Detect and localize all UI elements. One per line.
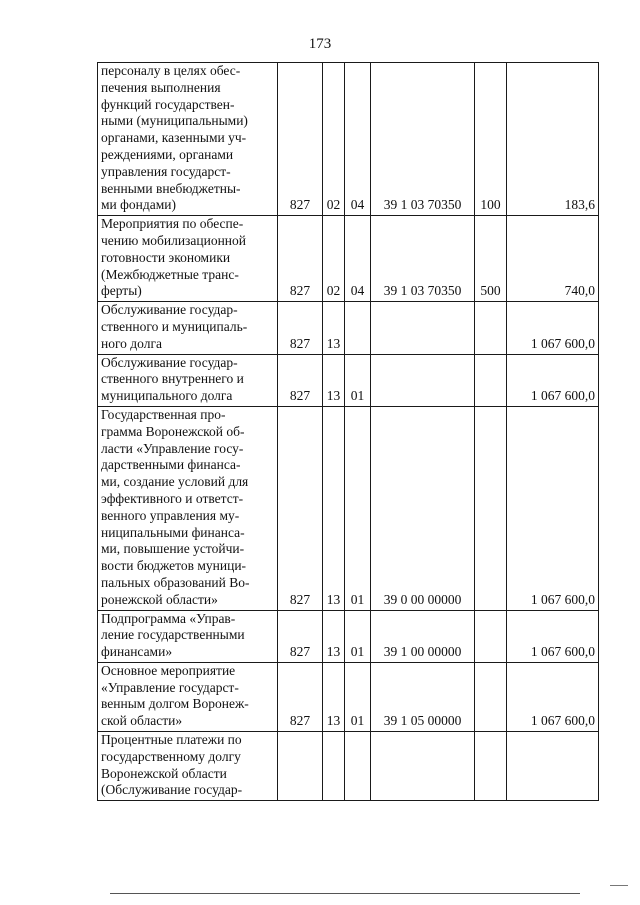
amount-cell: 1 067 600,0 bbox=[507, 610, 599, 662]
subsection-code-cell: 01 bbox=[345, 406, 371, 610]
amount-cell: 1 067 600,0 bbox=[507, 354, 599, 406]
expense-name-line: эффективного и ответст- bbox=[101, 490, 244, 506]
expense-name-line: готовности экономики bbox=[101, 249, 231, 265]
expense-name-cell bbox=[98, 610, 278, 662]
target-article-cell: 39 1 03 70350 bbox=[371, 216, 475, 302]
expense-type-cell bbox=[475, 302, 507, 354]
table-row bbox=[98, 216, 599, 302]
ministry-code-cell: 827 bbox=[278, 662, 323, 731]
expense-name-line: вости бюджетов муници- bbox=[101, 558, 247, 574]
expense-type-cell: 100 bbox=[475, 63, 507, 216]
expense-name-line: ного долга bbox=[101, 335, 163, 351]
expense-name-line: ственного внутреннего и bbox=[101, 371, 244, 387]
target-article-cell: 39 1 00 00000 bbox=[371, 610, 475, 662]
amount-cell: 1 067 600,0 bbox=[507, 406, 599, 610]
target-article-cell: 39 1 05 00000 bbox=[371, 662, 475, 731]
expense-name-line: государственному долгу bbox=[101, 748, 241, 764]
subsection-code-cell: 04 bbox=[345, 216, 371, 302]
subsection-code-cell: 01 bbox=[345, 354, 371, 406]
expense-name-line: ронежской области» bbox=[101, 591, 218, 607]
target-article-cell bbox=[371, 302, 475, 354]
expense-name-line: ской области» bbox=[101, 713, 183, 729]
section-code-cell: 13 bbox=[323, 406, 345, 610]
scan-mark bbox=[610, 885, 628, 886]
expense-name-line: (Обслуживание государ- bbox=[101, 782, 243, 798]
amount-cell bbox=[507, 732, 599, 801]
section-code-cell bbox=[323, 732, 345, 801]
expense-name-line: дарственными финанса- bbox=[101, 457, 241, 473]
expense-name-cell bbox=[98, 406, 278, 610]
subsection-code-cell: 04 bbox=[345, 63, 371, 216]
budget-table bbox=[97, 62, 599, 801]
expense-name-line: Подпрограмма «Управ- bbox=[101, 610, 236, 626]
ministry-code-cell: 827 bbox=[278, 406, 323, 610]
ministry-code-cell: 827 bbox=[278, 216, 323, 302]
section-code-cell: 02 bbox=[323, 63, 345, 216]
expense-name-line: ферты) bbox=[101, 283, 142, 299]
expense-name-line: муниципального долга bbox=[101, 388, 233, 404]
table-row bbox=[98, 354, 599, 406]
expense-type-cell bbox=[475, 610, 507, 662]
amount-cell: 1 067 600,0 bbox=[507, 302, 599, 354]
ministry-code-cell: 827 bbox=[278, 610, 323, 662]
expense-name-line: Обслуживание государ- bbox=[101, 302, 238, 318]
table-row bbox=[98, 662, 599, 731]
expense-name-cell bbox=[98, 216, 278, 302]
table-row bbox=[98, 302, 599, 354]
expense-name-line: Обслуживание государ- bbox=[101, 354, 238, 370]
expense-name-line: функций государствен- bbox=[101, 96, 235, 112]
expense-name-line: грамма Воронежской об- bbox=[101, 423, 245, 439]
expense-name-line: венными внебюджетны- bbox=[101, 180, 241, 196]
expense-name-line: Мероприятия по обеспе- bbox=[101, 216, 244, 232]
expense-name-line: Основное мероприятие bbox=[101, 662, 236, 678]
subsection-code-cell bbox=[345, 732, 371, 801]
expense-name-line: ственного и муниципаль- bbox=[101, 318, 248, 334]
table-row bbox=[98, 63, 599, 216]
table-row bbox=[98, 732, 599, 801]
subsection-code-cell: 01 bbox=[345, 610, 371, 662]
expense-type-cell bbox=[475, 354, 507, 406]
expense-name-line: «Управление государст- bbox=[101, 679, 239, 695]
section-code-cell: 13 bbox=[323, 610, 345, 662]
expense-type-cell: 500 bbox=[475, 216, 507, 302]
expense-name-line: (Межбюджетные транс- bbox=[101, 266, 239, 282]
expense-name-line: органами, казенными уч- bbox=[101, 130, 247, 146]
expense-type-cell bbox=[475, 406, 507, 610]
expense-name-cell bbox=[98, 662, 278, 731]
target-article-cell bbox=[371, 732, 475, 801]
ministry-code-cell bbox=[278, 732, 323, 801]
expense-name-line: чению мобилизационной bbox=[101, 232, 246, 248]
expense-name-cell bbox=[98, 302, 278, 354]
expense-name-line: печения выполнения bbox=[101, 79, 221, 95]
expense-name-line: ление государственными bbox=[101, 627, 245, 643]
target-article-cell bbox=[371, 354, 475, 406]
expense-name-line: управления государст- bbox=[101, 163, 231, 179]
expense-name-line: ниципальными финанса- bbox=[101, 524, 245, 540]
target-article-cell: 39 0 00 00000 bbox=[371, 406, 475, 610]
ministry-code-cell: 827 bbox=[278, 354, 323, 406]
expense-name-line: венным долгом Воронеж- bbox=[101, 696, 249, 712]
expense-name-line: ласти «Управление госу- bbox=[101, 440, 244, 456]
section-code-cell: 02 bbox=[323, 216, 345, 302]
table-row bbox=[98, 610, 599, 662]
expense-name-line: Государственная про- bbox=[101, 406, 226, 422]
expense-name-line: персоналу в целях обес- bbox=[101, 63, 241, 78]
expense-name-cell bbox=[98, 354, 278, 406]
expense-name-line: ми, повышение устойчи- bbox=[101, 541, 245, 557]
expense-name-line: венного управления му- bbox=[101, 507, 240, 523]
section-code-cell: 13 bbox=[323, 302, 345, 354]
expense-name-cell bbox=[98, 732, 278, 801]
expense-name-line: ми, создание условий для bbox=[101, 474, 249, 490]
section-code-cell: 13 bbox=[323, 354, 345, 406]
expense-name-line: ными (муниципальными) bbox=[101, 113, 248, 129]
ministry-code-cell: 827 bbox=[278, 63, 323, 216]
expense-name-cell bbox=[98, 63, 278, 216]
page-bottom-rule bbox=[110, 893, 580, 894]
ministry-code-cell: 827 bbox=[278, 302, 323, 354]
expense-name-line: ми фондами) bbox=[101, 197, 176, 213]
page-number: 173 bbox=[308, 36, 332, 52]
expense-name-line: финансами» bbox=[101, 644, 173, 660]
expense-name-line: реждениями, органами bbox=[101, 146, 234, 162]
expense-name-line: Процентные платежи по bbox=[101, 732, 242, 748]
subsection-code-cell bbox=[345, 302, 371, 354]
subsection-code-cell: 01 bbox=[345, 662, 371, 731]
expense-name-line: пальных образований Во- bbox=[101, 574, 250, 590]
section-code-cell: 13 bbox=[323, 662, 345, 731]
target-article-cell: 39 1 03 70350 bbox=[371, 63, 475, 216]
amount-cell: 1 067 600,0 bbox=[507, 662, 599, 731]
amount-cell: 740,0 bbox=[507, 216, 599, 302]
amount-cell: 183,6 bbox=[507, 63, 599, 216]
table-row bbox=[98, 406, 599, 610]
expense-name-line: Воронежской области bbox=[101, 765, 227, 781]
expense-type-cell bbox=[475, 662, 507, 731]
expense-type-cell bbox=[475, 732, 507, 801]
